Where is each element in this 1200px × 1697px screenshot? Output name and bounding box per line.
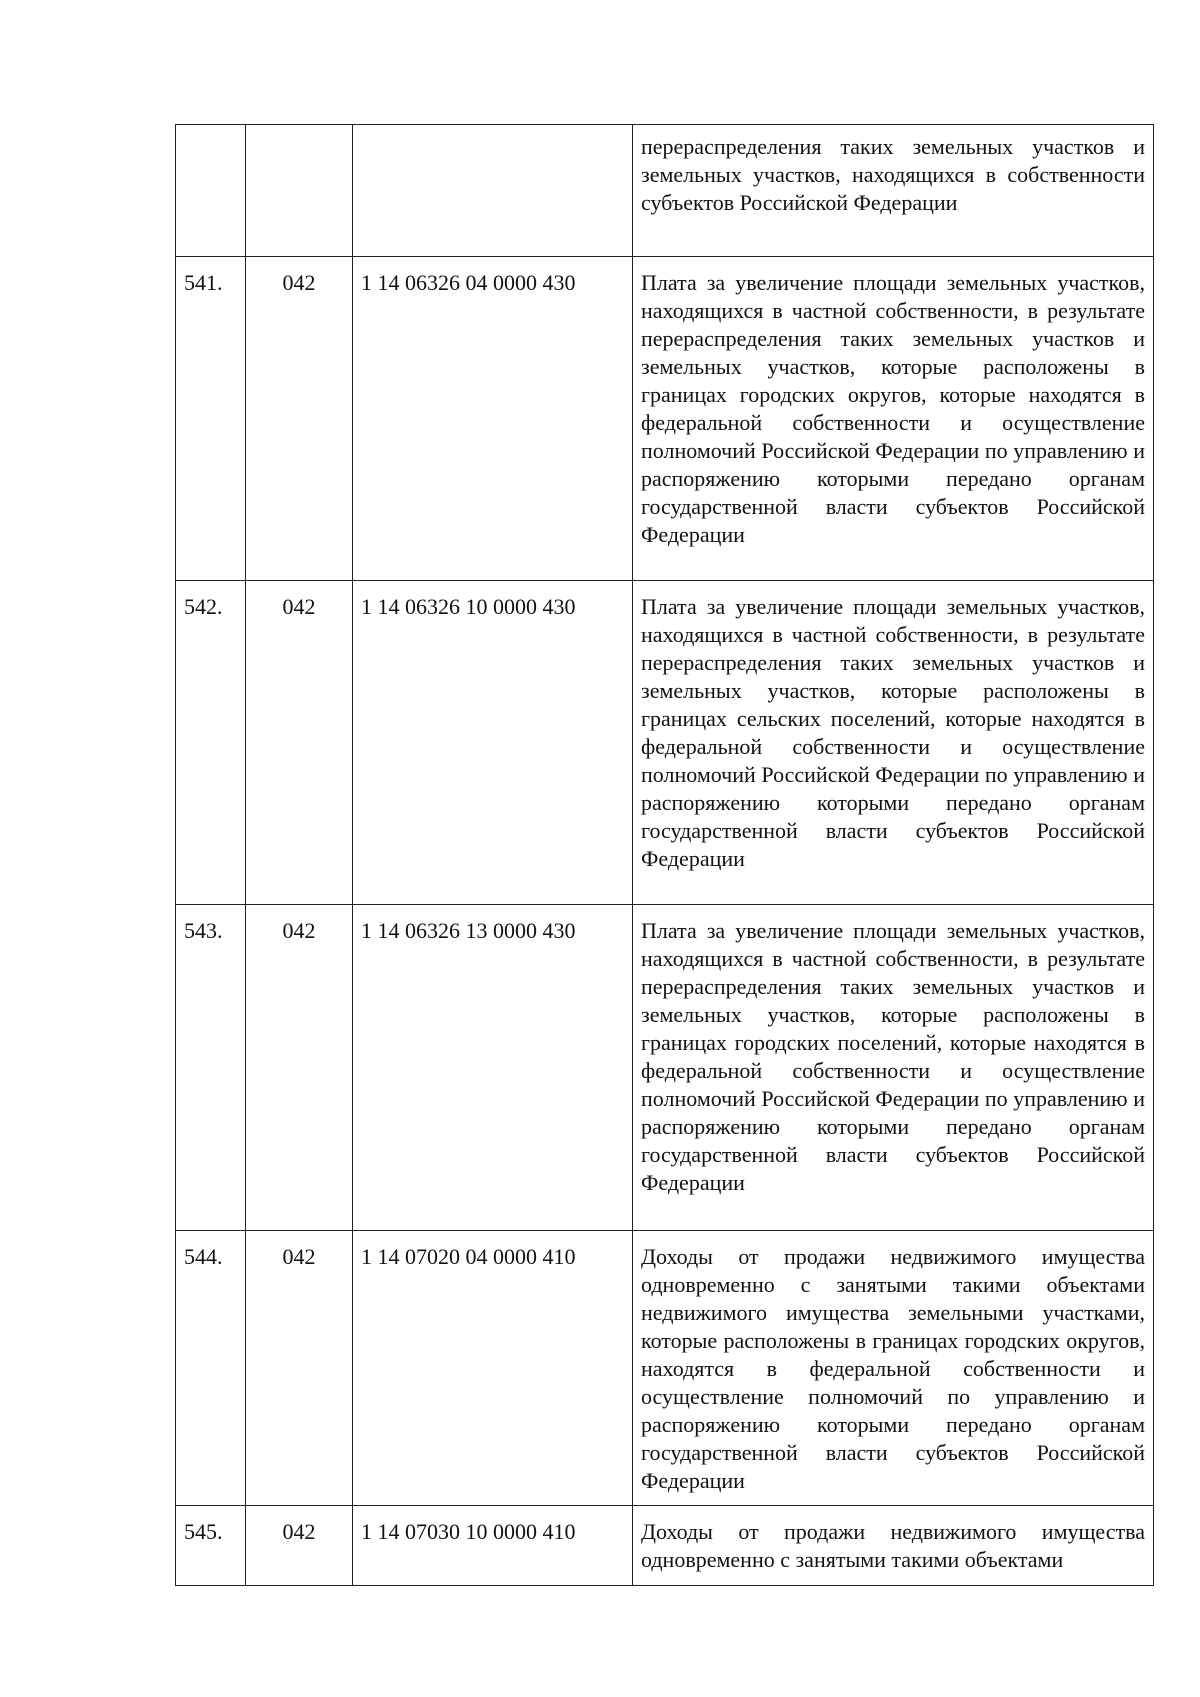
table-row xyxy=(176,1231,1154,1506)
budget-classification-code: 1 14 07020 04 0000 410 xyxy=(353,1231,633,1506)
row-number xyxy=(176,125,246,257)
revenue-description: Плата за увеличение площади земельных участков, находящихся в частной собственности, в результате перераспределения таких земельных участков и земельных участков, которые расположены в границах сельских поселений, которые находятся в федеральной собственности и осуществление полномочий Российской Федерации по управлению и распоряжению которыми передано органам государственной власти субъектов Российской Федерации xyxy=(633,581,1154,905)
admin-code: 042 xyxy=(246,1231,353,1506)
row-number: 545. xyxy=(176,1506,246,1586)
admin-code: 042 xyxy=(246,257,353,581)
revenue-codes-table xyxy=(175,124,1154,1586)
row-number: 543. xyxy=(176,905,246,1231)
row-number: 541. xyxy=(176,257,246,581)
table-row xyxy=(176,1506,1154,1586)
table-row xyxy=(176,581,1154,905)
admin-code: 042 xyxy=(246,581,353,905)
table-row xyxy=(176,125,1154,257)
revenue-description: Доходы от продажи недвижимого имущества одновременно с занятыми такими объектами недвижимого имущества земельными участками, которые расположены в границах городских округов, находятся в федеральной собственности и осуществление полномочий по управлению и распоряжению которыми передано органам государственной власти субъектов Российской Федерации xyxy=(633,1231,1154,1506)
revenue-description: перераспределения таких земельных участков и земельных участков, находящихся в собственности субъектов Российской Федерации xyxy=(633,125,1154,257)
budget-classification-code: 1 14 06326 10 0000 430 xyxy=(353,581,633,905)
revenue-description: Плата за увеличение площади земельных участков, находящихся в частной собственности, в результате перераспределения таких земельных участков и земельных участков, которые расположены в границах городских округов, которые находятся в федеральной собственности и осуществление полномочий Российской Федерации по управлению и распоряжению которыми передано органам государственной власти субъектов Российской Федерации xyxy=(633,257,1154,581)
budget-classification-code: 1 14 07030 10 0000 410 xyxy=(353,1506,633,1586)
budget-classification-code: 1 14 06326 04 0000 430 xyxy=(353,257,633,581)
row-number: 544. xyxy=(176,1231,246,1506)
budget-classification-code xyxy=(353,125,633,257)
revenue-description: Плата за увеличение площади земельных участков, находящихся в частной собственности, в результате перераспределения таких земельных участков и земельных участков, которые расположены в границах городских поселений, которые находятся в федеральной собственности и осуществление полномочий Российской Федерации по управлению и распоряжению которыми передано органам государственной власти субъектов Российской Федерации xyxy=(633,905,1154,1231)
budget-classification-code: 1 14 06326 13 0000 430 xyxy=(353,905,633,1231)
admin-code xyxy=(246,125,353,257)
table-row xyxy=(176,257,1154,581)
row-number: 542. xyxy=(176,581,246,905)
admin-code: 042 xyxy=(246,905,353,1231)
admin-code: 042 xyxy=(246,1506,353,1586)
table-row xyxy=(176,905,1154,1231)
revenue-description: Доходы от продажи недвижимого имущества одновременно с занятыми такими объектами xyxy=(633,1506,1154,1586)
